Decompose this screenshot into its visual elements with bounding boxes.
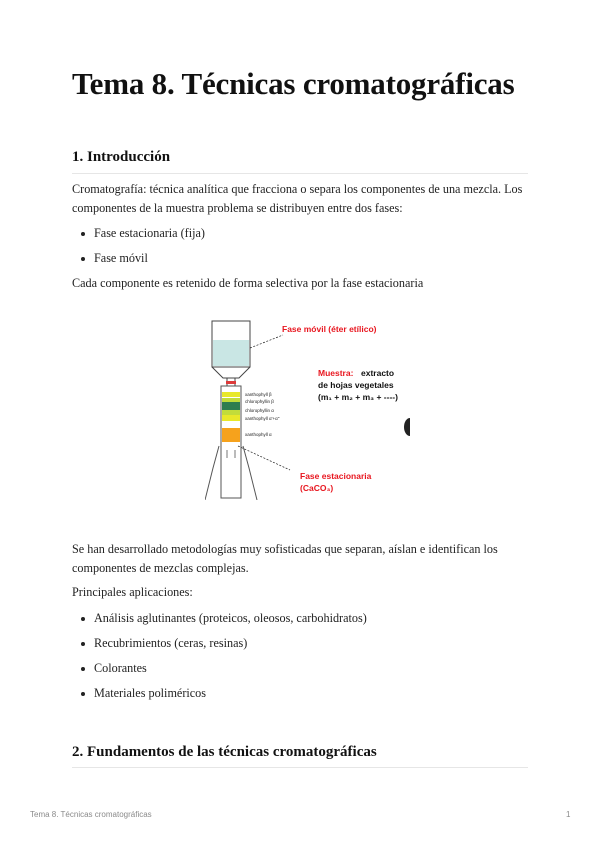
paragraph-definition bbox=[72, 180, 534, 218]
reservoir-funnel bbox=[212, 367, 250, 378]
paragraph-methodologies bbox=[72, 540, 534, 578]
band-label: xanthophyll α'+α'' bbox=[245, 416, 280, 421]
pointer-line-mobile bbox=[250, 335, 283, 348]
section-divider bbox=[72, 173, 528, 174]
footer-document-title: Tema 8. Técnicas cromatográficas bbox=[30, 810, 152, 819]
band-xanthophyll-alpha bbox=[222, 428, 240, 442]
paragraph-line: componentes de mezclas complejas. bbox=[72, 561, 249, 575]
list-item: Materiales poliméricos bbox=[72, 684, 367, 709]
list-item: Análisis aglutinantes (proteicos, oleosos, carbohidratos) bbox=[72, 609, 367, 634]
section-heading-fundamentos: 2. Fundamentos de las técnicas cromatográficas bbox=[72, 744, 377, 760]
band-chlorophyllin-alpha bbox=[222, 410, 240, 415]
stopcock-icon bbox=[226, 381, 236, 384]
paragraph-applications-intro: Principales aplicaciones: bbox=[72, 585, 193, 599]
label-sample-extract: extracto bbox=[361, 368, 395, 378]
band-label: chlorophyllin α bbox=[245, 408, 274, 413]
label-sample-title: Muestra: bbox=[318, 368, 354, 378]
band-chlorophyllin-beta-dark bbox=[222, 402, 240, 410]
band-xanthophyll-alpha-prime bbox=[222, 415, 240, 421]
page-title: Tema 8. Técnicas cromatográficas bbox=[72, 66, 515, 101]
paragraph-line: componentes de la muestra problema se distribuyen entre dos fases: bbox=[72, 201, 403, 215]
section-heading-introduccion: 1. Introducción bbox=[72, 149, 171, 165]
label-stationary-phase: Fase estacionaria bbox=[300, 471, 372, 481]
band-label: chlorophyllin β bbox=[245, 399, 274, 404]
label-stationary-formula: (CaCO₃) bbox=[300, 483, 334, 493]
label-sample-formula: (m₁ + m₂ + m₃ + ----) bbox=[318, 392, 398, 402]
phases-list bbox=[72, 224, 205, 274]
band-xanthophyll-beta bbox=[222, 392, 240, 397]
list-item: Colorantes bbox=[72, 659, 367, 684]
band-label: xanthophyll β bbox=[245, 392, 272, 397]
band-chlorophyllin-beta bbox=[222, 398, 240, 402]
band-label: xanthophyll α bbox=[245, 432, 272, 437]
list-item: Fase móvil bbox=[72, 249, 205, 274]
footer-page-number: 1 bbox=[566, 810, 571, 819]
label-mobile-phase: Fase móvil (éter etílico) bbox=[282, 324, 377, 334]
edge-marker-icon bbox=[404, 418, 410, 436]
paragraph-retention: Cada componente es retenido de forma selectiva por la fase estacionaria bbox=[72, 276, 424, 290]
label-sample-description: de hojas vegetales bbox=[318, 380, 394, 390]
list-item: Recubrimientos (ceras, resinas) bbox=[72, 634, 367, 659]
chromatography-column-figure bbox=[205, 318, 415, 500]
mobile-phase-liquid bbox=[213, 340, 249, 366]
paragraph-line: Cromatografía: técnica analítica que fracciona o separa los componentes de una mezcla. Los bbox=[72, 182, 523, 196]
section-divider bbox=[72, 767, 528, 768]
list-item: Fase estacionaria (fija) bbox=[72, 224, 205, 249]
paragraph-line: Se han desarrollado metodologías muy sofisticadas que separan, aíslan e identifican los bbox=[72, 542, 498, 556]
applications-list bbox=[72, 609, 367, 709]
